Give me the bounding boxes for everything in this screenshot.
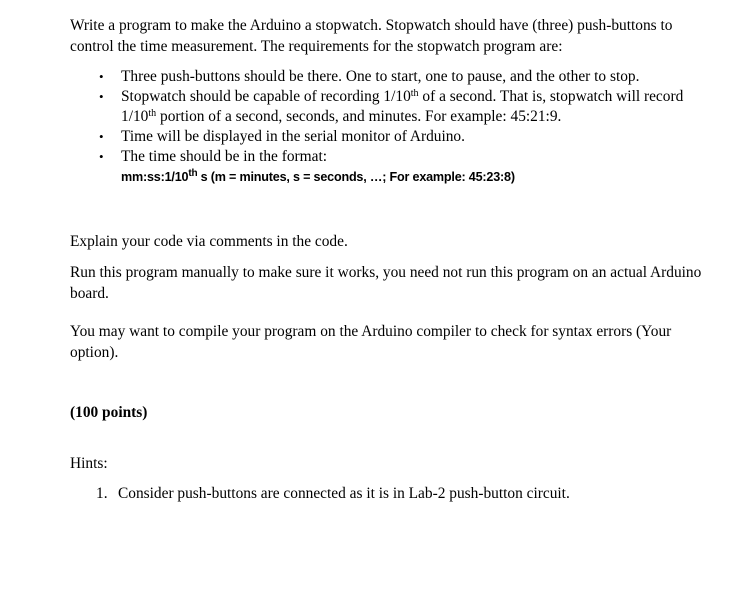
bullet-icon: •: [99, 129, 104, 144]
superscript-th: th: [410, 88, 419, 99]
run-paragraph: Run this program manually to make sure it works, you need not run this program on an actual Arduino board.: [70, 264, 702, 302]
list-item: [96, 127, 706, 147]
list-item: [96, 67, 706, 87]
hint-number: 1.: [96, 485, 108, 502]
points-label: (100 points): [70, 404, 148, 421]
superscript-th: th: [188, 168, 198, 179]
format-text-b: s (m = minutes, s = seconds, …; For example: 45:23:8): [197, 170, 515, 184]
requirement-text: Three push-buttons should be there. One to start, one to pause, and the other to stop.: [121, 68, 640, 85]
requirement-text: of a second. That is, stopwatch will record 1/10: [121, 88, 684, 125]
bullet-icon: •: [99, 89, 104, 104]
format-text-a: mm:ss:1/10: [121, 170, 189, 184]
list-item: [96, 483, 570, 504]
list-item: [96, 87, 706, 127]
bullet-icon: •: [99, 69, 104, 84]
requirement-text: portion of a second, seconds, and minutes. For example: 45:21:9.: [156, 108, 562, 125]
superscript-th: th: [148, 108, 157, 119]
hint-text: Consider push-buttons are connected as it is in Lab-2 push-button circuit.: [118, 485, 570, 502]
requirements-list: [96, 67, 706, 187]
compile-paragraph: You may want to compile your program on the Arduino compiler to check for syntax errors (Your option).: [70, 323, 672, 361]
format-text: [121, 170, 515, 184]
requirement-text: Time will be displayed in the serial monitor of Arduino.: [121, 128, 465, 145]
requirement-text: The time should be in the format:: [121, 148, 328, 165]
requirement-text: Stopwatch should be capable of recording 1/10: [121, 88, 411, 105]
bullet-icon: •: [99, 149, 104, 164]
hints-list: [96, 483, 570, 504]
intro-paragraph: Write a program to make the Arduino a stopwatch. Stopwatch should have (three) push-buttons to control the time measurement. The requirements for the stopwatch program are:: [70, 17, 673, 55]
list-item: [96, 147, 706, 187]
explain-paragraph: Explain your code via comments in the code.: [70, 233, 348, 250]
hints-title: Hints:: [70, 455, 108, 472]
